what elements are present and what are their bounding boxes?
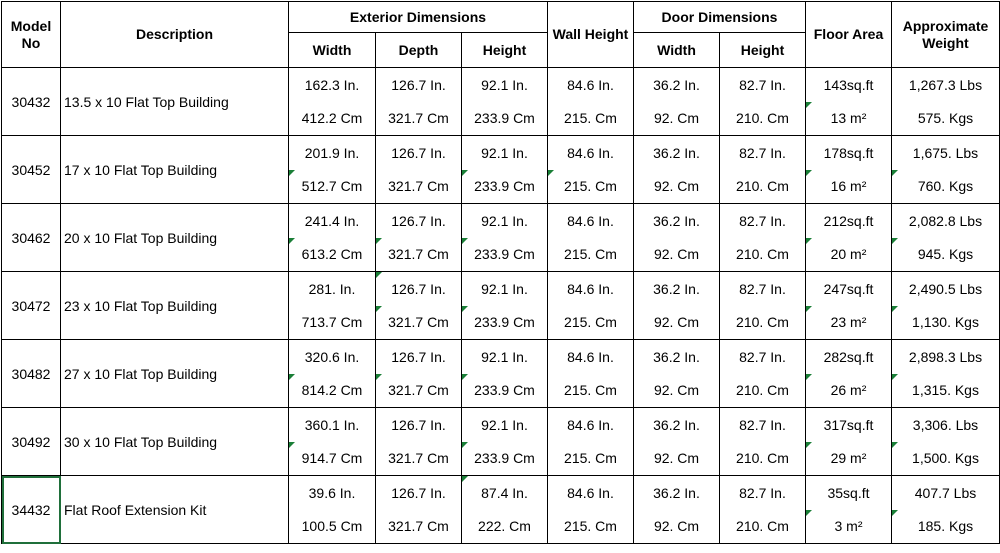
cell-description[interactable]: 13.5 x 10 Flat Top Building xyxy=(61,68,289,136)
cell-exterior-height-imperial[interactable]: 92.1 In. xyxy=(462,272,548,306)
cell-door-width-metric[interactable]: 92. Cm xyxy=(634,170,720,204)
cell-exterior-width-metric[interactable]: 914.7 Cm xyxy=(289,442,376,476)
cell-description[interactable]: 30 x 10 Flat Top Building xyxy=(61,408,289,476)
cell-exterior-depth-imperial[interactable]: 126.7 In. xyxy=(376,204,462,238)
cell-door-height-metric[interactable]: 210. Cm xyxy=(720,102,806,136)
cell-wall-height-metric[interactable]: 215. Cm xyxy=(548,306,634,340)
table-row xyxy=(2,68,1000,102)
header-door-height[interactable]: Height xyxy=(720,33,806,68)
cell-wall-height-metric[interactable]: 215. Cm xyxy=(548,374,634,408)
cell-description[interactable]: Flat Roof Extension Kit xyxy=(61,476,289,544)
cell-exterior-depth-metric[interactable]: 321.7 Cm xyxy=(376,170,462,204)
cell-exterior-width-metric[interactable]: 412.2 Cm xyxy=(289,102,376,136)
cell-door-height-imperial[interactable]: 82.7 In. xyxy=(720,68,806,102)
cell-model-no[interactable]: 30462 xyxy=(2,204,61,272)
cell-description[interactable]: 23 x 10 Flat Top Building xyxy=(61,272,289,340)
cell-exterior-depth-imperial[interactable]: 126.7 In. xyxy=(376,408,462,442)
cell-door-width-metric[interactable]: 92. Cm xyxy=(634,442,720,476)
table-row xyxy=(2,272,1000,306)
cell-door-width-imperial[interactable]: 36.2 In. xyxy=(634,340,720,374)
cell-model-no[interactable]: 30452 xyxy=(2,136,61,204)
table-row xyxy=(2,136,1000,170)
cell-floor-area-imperial[interactable]: 143sq.ft xyxy=(806,68,892,102)
cell-door-height-metric[interactable]: 210. Cm xyxy=(720,306,806,340)
cell-wall-height-metric[interactable]: 215. Cm xyxy=(548,238,634,272)
cell-door-width-imperial[interactable]: 36.2 In. xyxy=(634,408,720,442)
cell-door-width-metric[interactable]: 92. Cm xyxy=(634,238,720,272)
cell-exterior-height-metric[interactable]: 233.9 Cm xyxy=(462,442,548,476)
cell-exterior-width-metric[interactable]: 814.2 Cm xyxy=(289,374,376,408)
cell-exterior-width-imperial[interactable]: 162.3 In. xyxy=(289,68,376,102)
cell-floor-area-imperial[interactable]: 35sq.ft xyxy=(806,476,892,510)
cell-weight-imperial[interactable]: 1,675. Lbs xyxy=(892,136,1000,170)
table-row xyxy=(2,476,1000,510)
cell-exterior-height-metric[interactable]: 233.9 Cm xyxy=(462,306,548,340)
cell-wall-height-imperial[interactable]: 84.6 In. xyxy=(548,408,634,442)
cell-weight-imperial[interactable]: 2,898.3 Lbs xyxy=(892,340,1000,374)
cell-exterior-depth-imperial[interactable]: 126.7 In. xyxy=(376,272,462,306)
cell-weight-imperial[interactable]: 2,082.8 Lbs xyxy=(892,204,1000,238)
cell-weight-metric[interactable]: 185. Kgs xyxy=(892,510,1000,544)
header-exterior-dimensions[interactable]: Exterior Dimensions xyxy=(289,2,548,33)
cell-door-height-metric[interactable]: 210. Cm xyxy=(720,442,806,476)
cell-exterior-width-metric[interactable]: 613.2 Cm xyxy=(289,238,376,272)
cell-floor-area-metric[interactable]: 26 m² xyxy=(806,374,892,408)
cell-exterior-width-metric[interactable]: 713.7 Cm xyxy=(289,306,376,340)
cell-exterior-width-metric[interactable]: 100.5 Cm xyxy=(289,510,376,544)
header-depth[interactable]: Depth xyxy=(376,33,462,68)
cell-exterior-width-imperial[interactable]: 39.6 In. xyxy=(289,476,376,510)
cell-exterior-width-metric[interactable]: 512.7 Cm xyxy=(289,170,376,204)
cell-description[interactable]: 17 x 10 Flat Top Building xyxy=(61,136,289,204)
cell-wall-height-imperial[interactable]: 84.6 In. xyxy=(548,68,634,102)
cell-door-height-imperial[interactable]: 82.7 In. xyxy=(720,136,806,170)
cell-floor-area-metric[interactable]: 29 m² xyxy=(806,442,892,476)
cell-exterior-depth-imperial[interactable]: 126.7 In. xyxy=(376,68,462,102)
cell-door-width-metric[interactable]: 92. Cm xyxy=(634,306,720,340)
cell-weight-metric[interactable]: 1,315. Kgs xyxy=(892,374,1000,408)
cell-exterior-height-imperial[interactable]: 87.4 In. xyxy=(462,476,548,510)
cell-exterior-depth-imperial[interactable]: 126.7 In. xyxy=(376,136,462,170)
header-wall-height[interactable]: Wall Height xyxy=(548,2,634,68)
cell-exterior-height-imperial[interactable]: 92.1 In. xyxy=(462,340,548,374)
cell-exterior-depth-metric[interactable]: 321.7 Cm xyxy=(376,306,462,340)
cell-exterior-width-imperial[interactable]: 320.6 In. xyxy=(289,340,376,374)
cell-model-no[interactable]: 30432 xyxy=(2,68,61,136)
cell-exterior-width-imperial[interactable]: 360.1 In. xyxy=(289,408,376,442)
cell-floor-area-metric[interactable]: 3 m² xyxy=(806,510,892,544)
cell-door-width-imperial[interactable]: 36.2 In. xyxy=(634,136,720,170)
cell-description[interactable]: 20 x 10 Flat Top Building xyxy=(61,204,289,272)
header-height[interactable]: Height xyxy=(462,33,548,68)
cell-exterior-depth-metric[interactable]: 321.7 Cm xyxy=(376,102,462,136)
cell-model-no[interactable]: 30492 xyxy=(2,408,61,476)
cell-floor-area-imperial[interactable]: 178sq.ft xyxy=(806,136,892,170)
cell-door-width-imperial[interactable]: 36.2 In. xyxy=(634,68,720,102)
cell-weight-imperial[interactable]: 407.7 Lbs xyxy=(892,476,1000,510)
cell-exterior-depth-metric[interactable]: 321.7 Cm xyxy=(376,510,462,544)
cell-door-width-imperial[interactable]: 36.2 In. xyxy=(634,204,720,238)
cell-model-no[interactable]: 30482 xyxy=(2,340,61,408)
cell-door-height-imperial[interactable]: 82.7 In. xyxy=(720,340,806,374)
cell-weight-metric[interactable]: 760. Kgs xyxy=(892,170,1000,204)
cell-exterior-height-metric[interactable]: 233.9 Cm xyxy=(462,102,548,136)
header-door-width[interactable]: Width xyxy=(634,33,720,68)
cell-floor-area-imperial[interactable]: 212sq.ft xyxy=(806,204,892,238)
cell-door-height-imperial[interactable]: 82.7 In. xyxy=(720,272,806,306)
cell-wall-height-metric[interactable]: 215. Cm xyxy=(548,442,634,476)
cell-floor-area-metric[interactable]: 20 m² xyxy=(806,238,892,272)
header-width[interactable]: Width xyxy=(289,33,376,68)
cell-wall-height-imperial[interactable]: 84.6 In. xyxy=(548,204,634,238)
cell-door-width-imperial[interactable]: 36.2 In. xyxy=(634,476,720,510)
cell-wall-height-imperial[interactable]: 84.6 In. xyxy=(548,340,634,374)
cell-exterior-depth-metric[interactable]: 321.7 Cm xyxy=(376,238,462,272)
cell-exterior-depth-metric[interactable]: 321.7 Cm xyxy=(376,442,462,476)
cell-model-no[interactable]: 34432 xyxy=(2,476,61,544)
header-floor-area[interactable]: Floor Area xyxy=(806,2,892,68)
cell-exterior-height-imperial[interactable]: 92.1 In. xyxy=(462,204,548,238)
cell-weight-metric[interactable]: 945. Kgs xyxy=(892,238,1000,272)
header-model[interactable]: Model No xyxy=(2,2,61,68)
cell-weight-metric[interactable]: 1,500. Kgs xyxy=(892,442,1000,476)
cell-exterior-width-imperial[interactable]: 281. In. xyxy=(289,272,376,306)
cell-floor-area-metric[interactable]: 16 m² xyxy=(806,170,892,204)
header-door-dimensions[interactable]: Door Dimensions xyxy=(634,2,806,33)
cell-wall-height-imperial[interactable]: 84.6 In. xyxy=(548,136,634,170)
cell-floor-area-imperial[interactable]: 282sq.ft xyxy=(806,340,892,374)
table-row xyxy=(2,408,1000,442)
cell-floor-area-metric[interactable]: 23 m² xyxy=(806,306,892,340)
header-approx-weight[interactable]: Approximate Weight xyxy=(892,2,1000,68)
cell-weight-metric[interactable]: 575. Kgs xyxy=(892,102,1000,136)
cell-exterior-width-imperial[interactable]: 241.4 In. xyxy=(289,204,376,238)
cell-door-width-imperial[interactable]: 36.2 In. xyxy=(634,272,720,306)
cell-floor-area-imperial[interactable]: 247sq.ft xyxy=(806,272,892,306)
cell-exterior-height-imperial[interactable]: 92.1 In. xyxy=(462,68,548,102)
cell-exterior-depth-imperial[interactable]: 126.7 In. xyxy=(376,340,462,374)
cell-weight-imperial[interactable]: 3,306. Lbs xyxy=(892,408,1000,442)
cell-door-width-metric[interactable]: 92. Cm xyxy=(634,374,720,408)
cell-door-height-imperial[interactable]: 82.7 In. xyxy=(720,476,806,510)
cell-exterior-height-imperial[interactable]: 92.1 In. xyxy=(462,136,548,170)
cell-wall-height-imperial[interactable]: 84.6 In. xyxy=(548,272,634,306)
table-row xyxy=(2,204,1000,238)
cell-door-width-metric[interactable]: 92. Cm xyxy=(634,102,720,136)
cell-door-height-imperial[interactable]: 82.7 In. xyxy=(720,204,806,238)
cell-floor-area-imperial[interactable]: 317sq.ft xyxy=(806,408,892,442)
spec-table xyxy=(1,1,1000,544)
cell-exterior-height-metric[interactable]: 233.9 Cm xyxy=(462,374,548,408)
cell-wall-height-metric[interactable]: 215. Cm xyxy=(548,102,634,136)
cell-exterior-depth-metric[interactable]: 321.7 Cm xyxy=(376,374,462,408)
cell-exterior-width-imperial[interactable]: 201.9 In. xyxy=(289,136,376,170)
cell-wall-height-metric[interactable]: 215. Cm xyxy=(548,170,634,204)
cell-floor-area-metric[interactable]: 13 m² xyxy=(806,102,892,136)
cell-door-width-metric[interactable]: 92. Cm xyxy=(634,510,720,544)
table-row xyxy=(2,340,1000,374)
cell-weight-metric[interactable]: 1,130. Kgs xyxy=(892,306,1000,340)
cell-exterior-height-metric[interactable]: 222. Cm xyxy=(462,510,548,544)
cell-weight-imperial[interactable]: 2,490.5 Lbs xyxy=(892,272,1000,306)
cell-exterior-height-imperial[interactable]: 92.1 In. xyxy=(462,408,548,442)
cell-door-height-metric[interactable]: 210. Cm xyxy=(720,170,806,204)
cell-model-no[interactable]: 30472 xyxy=(2,272,61,340)
cell-wall-height-metric[interactable]: 215. Cm xyxy=(548,510,634,544)
cell-door-height-metric[interactable]: 210. Cm xyxy=(720,238,806,272)
header-description[interactable]: Description xyxy=(61,2,289,68)
cell-exterior-depth-imperial[interactable]: 126.7 In. xyxy=(376,476,462,510)
cell-door-height-metric[interactable]: 210. Cm xyxy=(720,374,806,408)
cell-weight-imperial[interactable]: 1,267.3 Lbs xyxy=(892,68,1000,102)
cell-description[interactable]: 27 x 10 Flat Top Building xyxy=(61,340,289,408)
cell-exterior-height-metric[interactable]: 233.9 Cm xyxy=(462,238,548,272)
cell-door-height-imperial[interactable]: 82.7 In. xyxy=(720,408,806,442)
cell-exterior-height-metric[interactable]: 233.9 Cm xyxy=(462,170,548,204)
cell-wall-height-imperial[interactable]: 84.6 In. xyxy=(548,476,634,510)
cell-door-height-metric[interactable]: 210. Cm xyxy=(720,510,806,544)
